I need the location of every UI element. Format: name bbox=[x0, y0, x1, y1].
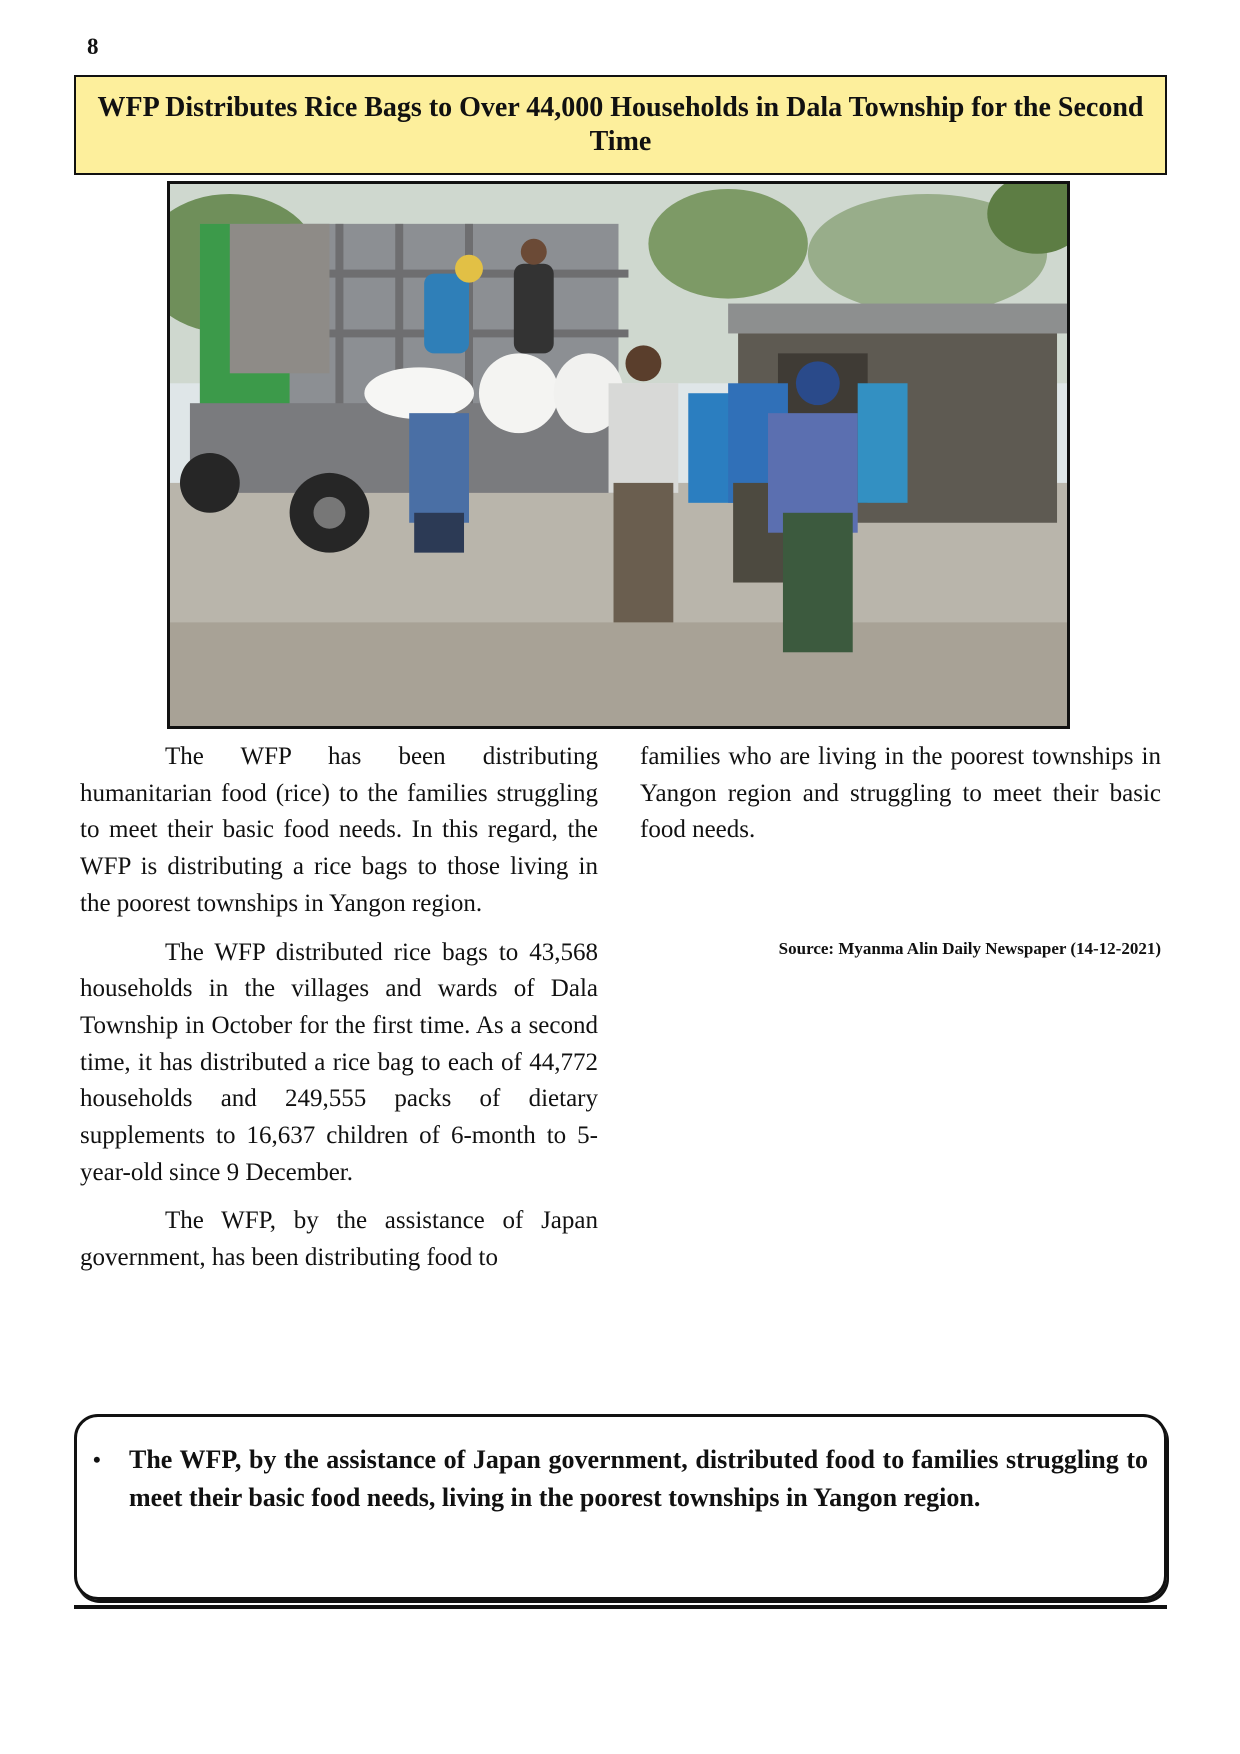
paragraph-2: The WFP distributed rice bags to 43,568 households in the villages and wards of Dala Township in October for the first time. As a second time, it has distributed a rice bag to each of 44,772 households and 249,555 packs of dietary supplements to 16,637 children of 6-month to 5-year-old since 9 December. bbox=[80, 938, 598, 1186]
article-source: Source: Myanma Alin Daily Newspaper (14-12-2021) bbox=[778, 939, 1161, 958]
article-photo bbox=[167, 181, 1070, 729]
callout-text: The WFP, by the assistance of Japan government, distributed food to families struggling to meet their basic food needs, living in the poorest townships in Yangon region. bbox=[129, 1445, 1148, 1512]
article-right-column bbox=[640, 739, 1161, 861]
callout-item bbox=[93, 1441, 1148, 1517]
paragraph-3-continued: families who are living in the poorest townships in Yangon region and struggling to meet their basic food needs. bbox=[640, 743, 1161, 844]
article-left-column bbox=[80, 739, 598, 1289]
callout-list bbox=[93, 1441, 1148, 1517]
article-title: WFP Distributes Rice Bags to Over 44,000 Households in Dala Township for the Second Time bbox=[97, 92, 1144, 157]
bullet-icon: • bbox=[93, 1447, 101, 1472]
article-title-box bbox=[74, 75, 1167, 175]
paragraph-1: The WFP has been distributing humanitarian food (rice) to the families struggling to meet their basic food needs. In this regard, the WFP is distributing a rice bags to those living in the poorest townships in Yangon region. bbox=[80, 743, 598, 917]
paragraph-3-start: The WFP, by the assistance of Japan government, has been distributing food to bbox=[80, 1207, 598, 1272]
rice-distribution-photo-icon bbox=[170, 184, 1067, 726]
summary-callout bbox=[74, 1414, 1167, 1600]
page-number: 8 bbox=[87, 34, 99, 59]
bottom-divider bbox=[74, 1605, 1167, 1609]
